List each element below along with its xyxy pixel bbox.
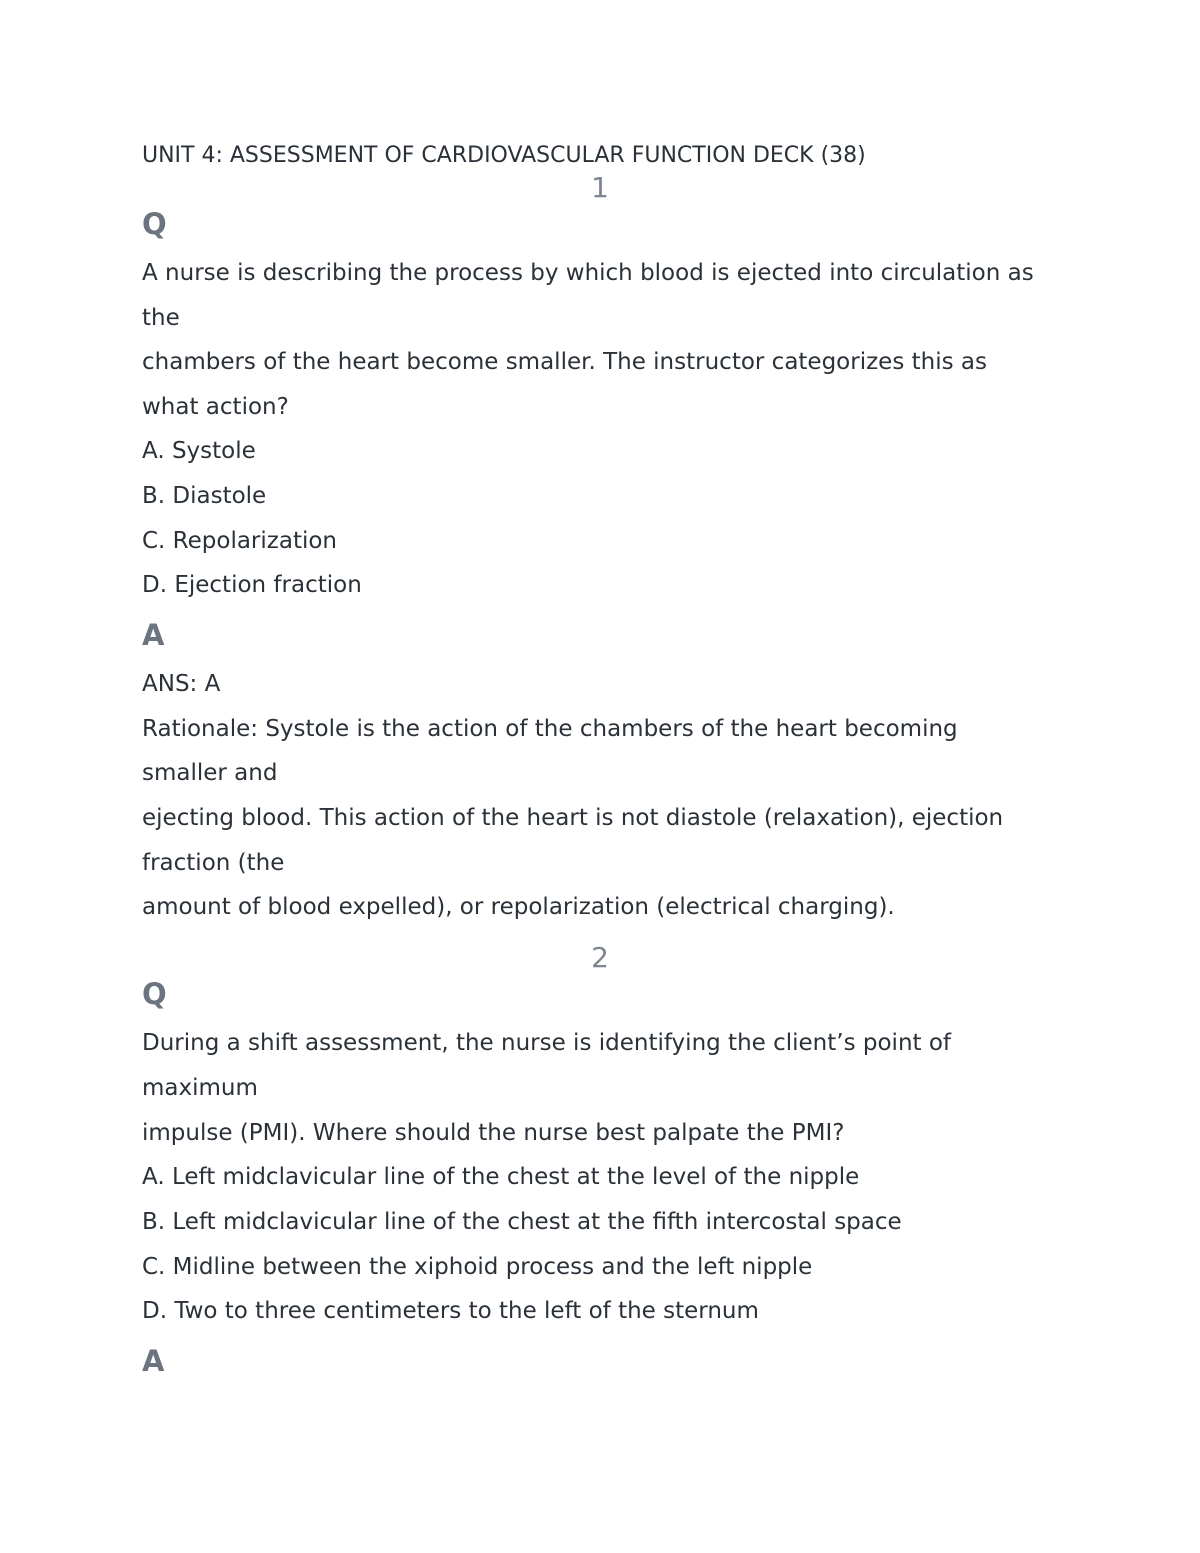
question-line: A nurse is describing the process by which blood is ejected into circulation as: [142, 260, 1034, 286]
answer-marker: A: [142, 618, 165, 652]
document-title: UNIT 4: ASSESSMENT OF CARDIOVASCULAR FUNCTION DECK (38): [142, 143, 866, 168]
answer-key: ANS: A: [142, 671, 221, 697]
rationale-line: ejecting blood. This action of the heart is not diastole (relaxation), ejection: [142, 805, 1004, 831]
rationale-line: smaller and: [142, 760, 278, 786]
question-line: what action?: [142, 394, 289, 420]
rationale-line: amount of blood expelled), or repolarization (electrical charging).: [142, 894, 895, 920]
answer-option: A. Left midclavicular line of the chest at the level of the nipple: [142, 1164, 860, 1190]
answer-option: D. Ejection fraction: [142, 572, 362, 598]
question-line: the: [142, 305, 180, 331]
answer-marker: A: [142, 1344, 165, 1378]
answer-option: C. Repolarization: [142, 528, 338, 554]
answer-option: B. Left midclavicular line of the chest at the fifth intercostal space: [142, 1209, 902, 1235]
answer-option: D. Two to three centimeters to the left of the sternum: [142, 1298, 759, 1324]
question-line: During a shift assessment, the nurse is identifying the client’s point of: [142, 1030, 952, 1056]
card-number: 1: [591, 171, 609, 204]
answer-option: C. Midline between the xiphoid process and the left nipple: [142, 1254, 813, 1280]
question-line: impulse (PMI). Where should the nurse best palpate the PMI?: [142, 1120, 845, 1146]
card-number: 2: [591, 941, 609, 974]
answer-option: A. Systole: [142, 438, 256, 464]
question-line: chambers of the heart become smaller. The instructor categorizes this as: [142, 349, 987, 375]
question-marker: Q: [142, 977, 167, 1011]
answer-option: B. Diastole: [142, 483, 267, 509]
rationale-line: Rationale: Systole is the action of the chambers of the heart becoming: [142, 716, 958, 742]
question-line: maximum: [142, 1075, 258, 1101]
rationale-line: fraction (the: [142, 850, 285, 876]
question-marker: Q: [142, 207, 167, 241]
